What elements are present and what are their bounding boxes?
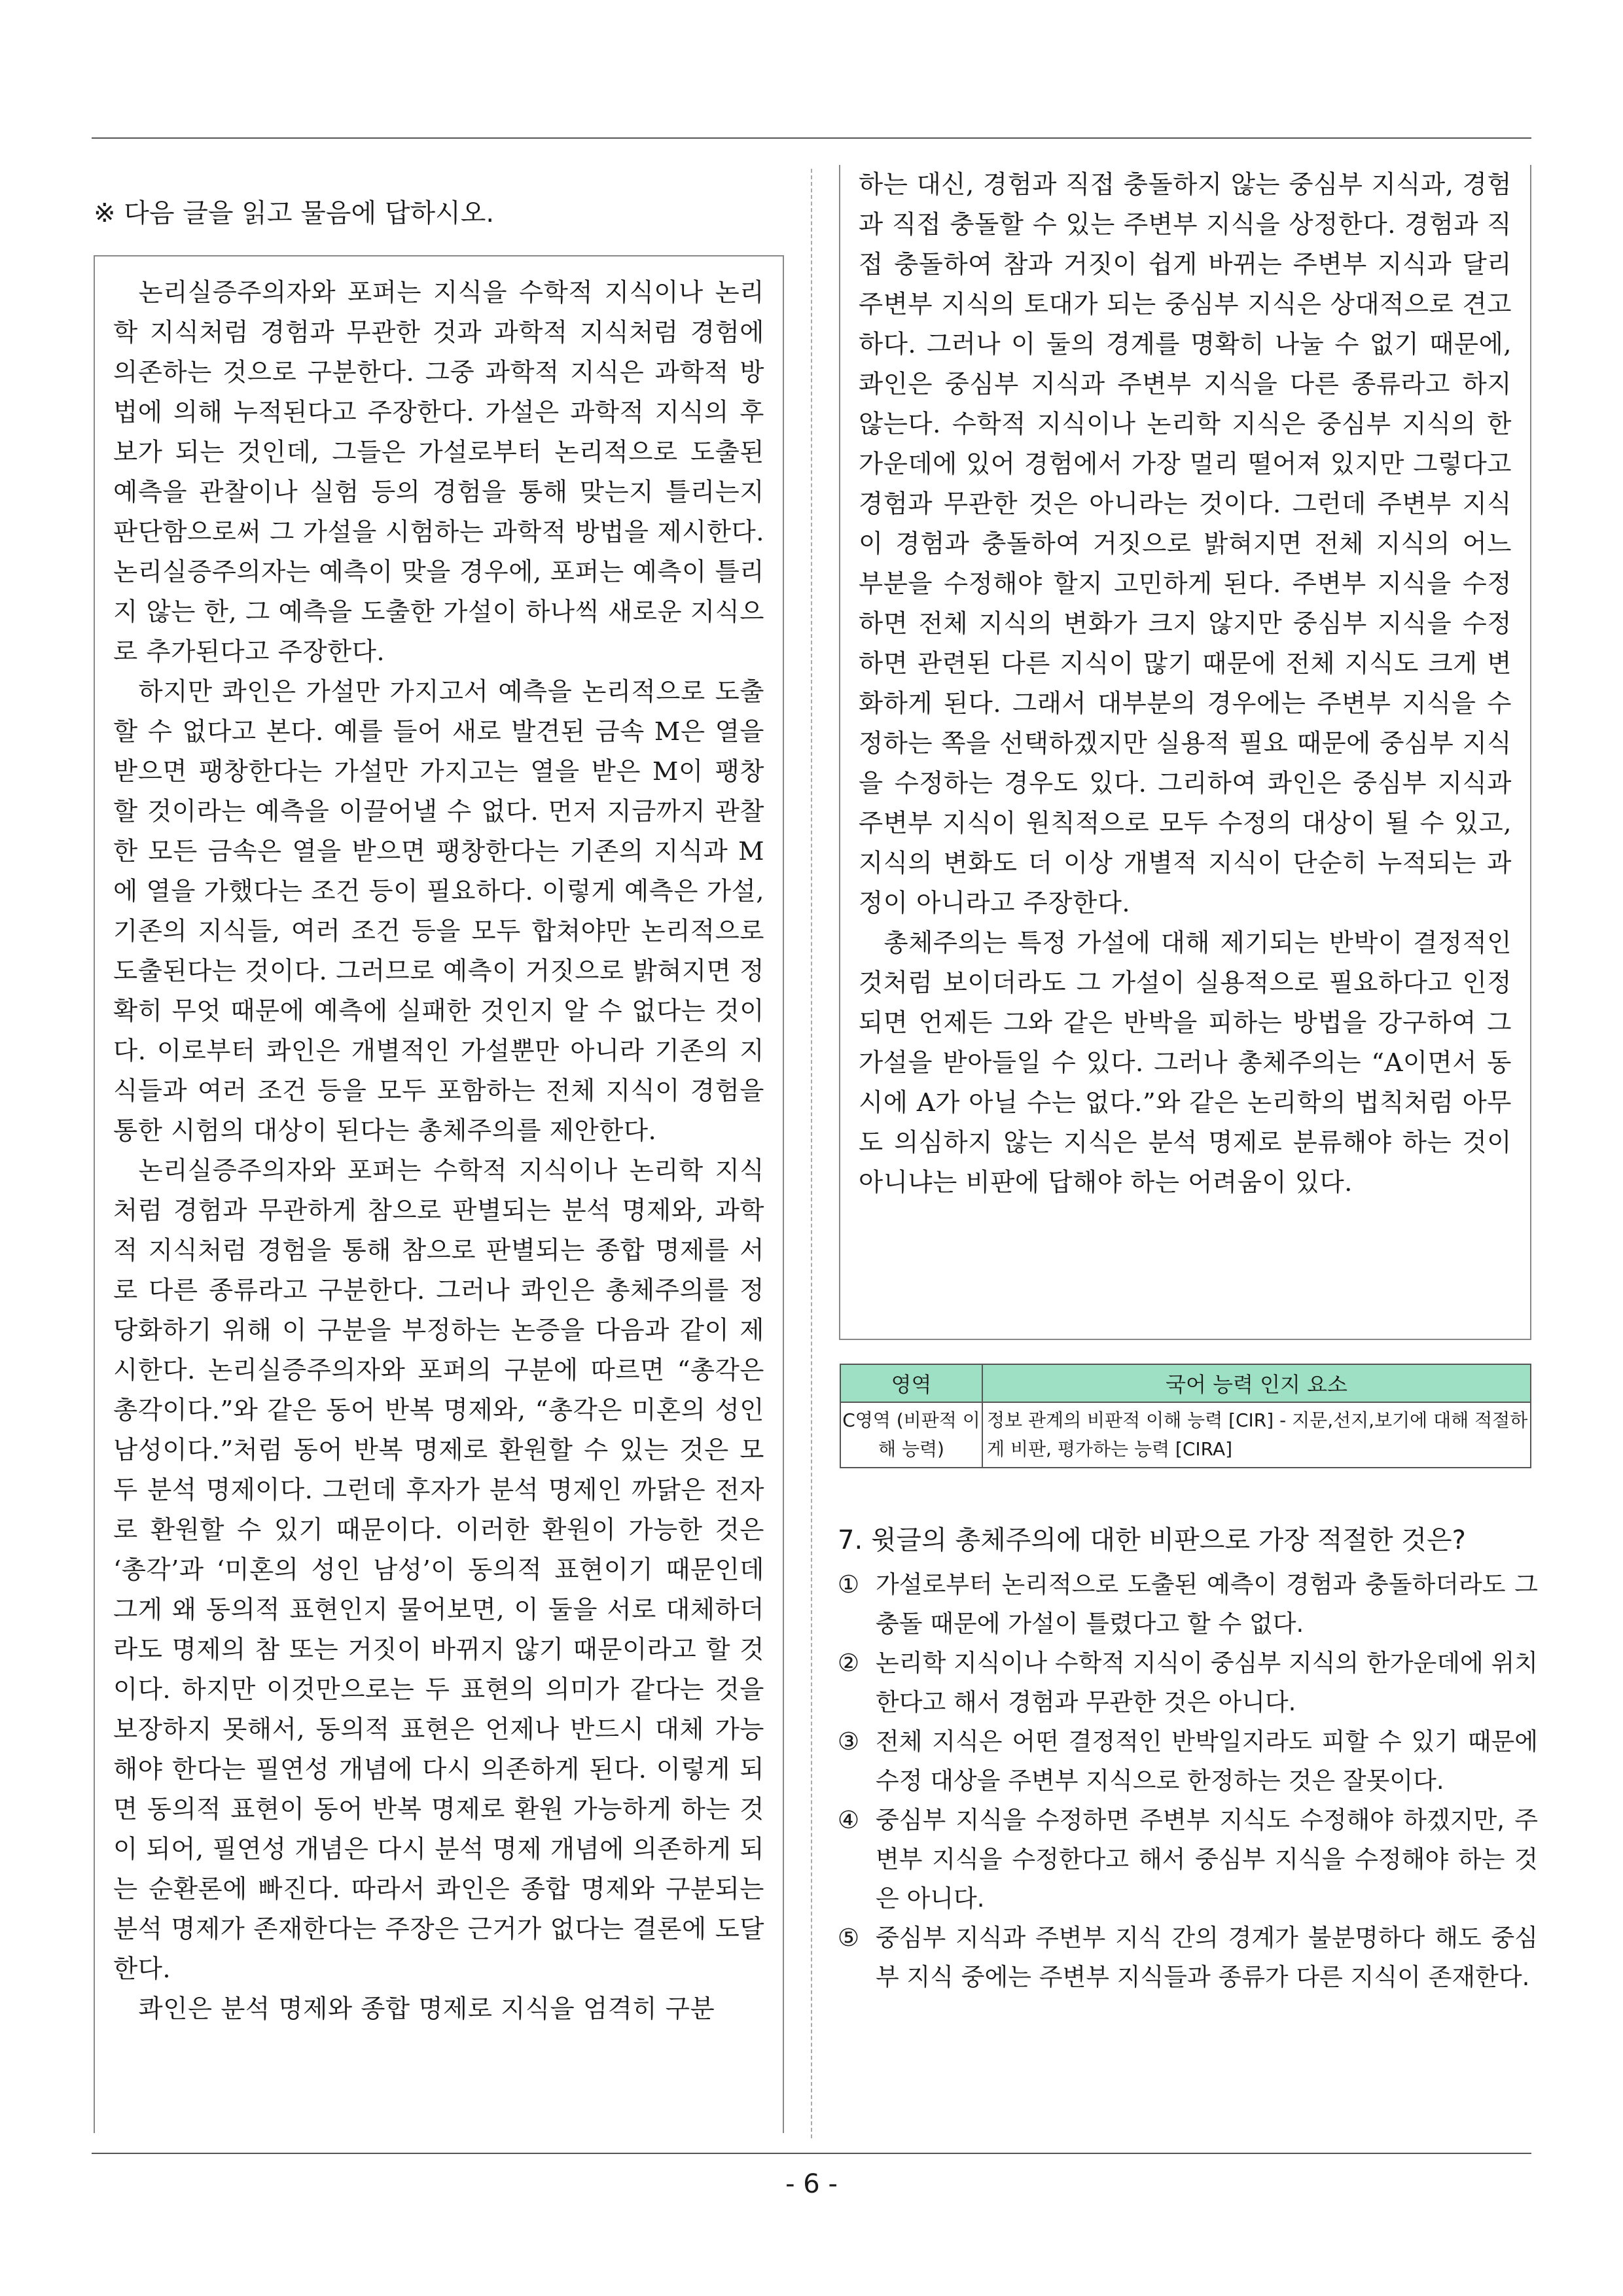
option-number: ⑤ [838,1924,860,1952]
passage-paragraph: 하지만 콰인은 가설만 가지고서 예측을 논리적으로 도출할 수 없다고 본다. 예를 들어 새로 발견된 금속 M은 열을 받으면 팽창한다는 가설만 가지고는 열을 받은 M이 팽창할 것이라는 예측을 이끌어낼 수 없다. 먼저 지금까지 관찰한 모든 금속은 열을 받으면 팽창한다는 기존의 지식과 M에 열을 가했다는 조건 등이 필요하다. 이렇게 예측은 가설, 기존의 지식들, 여러 조건 등을 모두 합쳐야만 논리적으로 도출된다는 것이다. 그러므로 예측이 거짓으로 밝혀지면 정확히 무엇 때문에 예측에 실패한 것인지 알 수 없다는 것이다. 이로부터 콰인은 개별적인 가설뿐만 아니라 기존의 지식들과 여러 조건 등을 모두 포함하는 전체 지식이 경험을 통한 시험의 대상이 된다는 총체주의를 제안한다. [113,677,764,1146]
passage-paragraph: 논리실증주의자와 포퍼는 수학적 지식이나 논리학 지식처럼 경험과 무관하게 참으로 판별되는 분석 명제와, 과학적 지식처럼 경험을 통해 참으로 판별되는 종합 명제를 서로 다른 종류라고 구분한다. 그러나 콰인은 총체주의를 정당화하기 위해 이 구분을 부정하는 논증을 다음과 같이 제시한다. 논리실증주의자와 포퍼의 구분에 따르면 “총각은 총각이다.”와 같은 동어 반복 명제와, “총각은 미혼의 성인 남성이다.”처럼 동어 반복 명제로 환원할 수 있는 것은 모두 분석 명제이다. 그런데 후자가 분석 명제인 까닭은 전자로 환원할 수 있기 때문이다. 이러한 환원이 가능한 것은 ‘총각’과 ‘미혼의 성인 남성’이 동의적 표현이기 때문인데 그게 왜 동의적 표현인지 물어보면, 이 둘을 서로 대체하더라도 명제의 참 또는 거짓이 바뀌지 않기 때문이라고 할 것이다. 하지만 이것만으로는 두 표현의 의미가 같다는 것을 보장하지 못해서, 동의적 표현은 언제나 반드시 대체 가능해야 한다는 필연성 개념에 다시 의존하게 된다. 이렇게 되면 동의적 표현이 동어 반복 명제로 환원 가능하게 하는 것이 되어, 필연성 개념은 다시 분석 명제 개념에 의존하게 되는 순환론에 빠진다. 따라서 콰인은 종합 명제와 구분되는 분석 명제가 존재한다는 주장은 근거가 없다는 결론에 도달한다. [113,1156,764,1984]
bottom-rule [92,2153,1531,2154]
table-cell-area: C영역 (비판적 이해 능력) [840,1402,982,1468]
table-header-element: 국어 능력 인지 요소 [982,1364,1531,1402]
top-rule [92,137,1531,139]
column-divider [811,169,812,2138]
option-text: 논리학 지식이나 수학적 지식이 중심부 지식의 한가운데에 위치한다고 해서 경험과 무관한 것은 아니다. [876,1649,1538,1716]
option-text: 가설로부터 논리적으로 도출된 예측이 경험과 충돌하더라도 그 충돌 때문에 가설이 틀렸다고 할 수 없다. [876,1570,1538,1638]
option-number: ④ [838,1806,860,1834]
option-text: 중심부 지식을 수정하면 주변부 지식도 수정해야 하겠지만, 주변부 지식을 수정한다고 해서 중심부 지식을 수정해야 하는 것은 아니다. [876,1806,1538,1913]
option-number: ① [838,1570,860,1598]
instruction-text: ※ 다음 글을 읽고 물음에 답하시오. [94,198,495,228]
question-block [838,1521,1538,1997]
option-number: ③ [838,1727,860,1756]
question-stem: 7. 윗글의 총체주의에 대한 비판으로 가장 적절한 것은? [838,1525,1466,1555]
table-header-area: 영역 [840,1364,982,1402]
answer-option[interactable] [838,1644,1538,1722]
answer-option[interactable] [838,1918,1538,1997]
passage-paragraph: 총체주의는 특정 가설에 대해 제기되는 반박이 결정적인 것처럼 보이더라도 그 가설이 실용적으로 필요하다고 인정되면 언제든 그와 같은 반박을 피하는 방법을 강구하여 그 가설을 받아들일 수 있다. 그러나 총체주의는 “A이면서 동시에 A가 아닐 수는 없다.”와 같은 논리학의 법칙처럼 아무도 의심하지 않는 지식은 분석 명제로 분류해야 하는 것이 아니냐는 비판에 답해야 하는 어려움이 있다. [859,928,1512,1197]
passage-paragraph: 콰인은 분석 명제와 종합 명제로 지식을 엄격히 구분 [138,1994,715,2024]
option-number: ② [838,1649,860,1677]
passage-paragraph: 논리실증주의자와 포퍼는 지식을 수학적 지식이나 논리학 지식처럼 경험과 무관한 것과 과학적 지식처럼 경험에 의존하는 것으로 구분한다. 그중 과학적 지식은 과학적 방법에 의해 누적된다고 주장한다. 가설은 과학적 지식의 후보가 되는 것인데, 그들은 가설로부터 논리적으로 도출된 예측을 관찰이나 실험 등의 경험을 통해 맞는지 틀리는지 판단함으로써 그 가설을 시험하는 과학적 방법을 제시한다. 논리실증주의자는 예측이 맞을 경우에, 포퍼는 예측이 틀리지 않는 한, 그 예측을 도출한 가설이 하나씩 새로운 지식으로 추가된다고 주장한다. [113,278,764,667]
cognitive-element-table [840,1364,1531,1468]
answer-option[interactable] [838,1801,1538,1918]
answer-option[interactable] [838,1565,1538,1644]
table-cell-description: 정보 관계의 비판적 이해 능력 [CIR] - 지문,선지,보기에 대해 적절하게 비판, 평가하는 능력 [CIRA] [982,1402,1531,1468]
passage-box-left [94,255,784,2133]
passage-box-right [839,165,1531,1340]
option-text: 중심부 지식과 주변부 지식 간의 경계가 불분명하다 해도 중심부 지식 중에는 주변부 지식들과 종류가 다른 지식이 존재한다. [876,1924,1538,1991]
option-text: 전체 지식은 어떤 결정적인 반박일지라도 피할 수 있기 때문에 수정 대상을 주변부 지식으로 한정하는 것은 잘못이다. [876,1727,1538,1795]
passage-paragraph: 하는 대신, 경험과 직접 충돌하지 않는 중심부 지식과, 경험과 직접 충돌할 수 있는 주변부 지식을 상정한다. 경험과 직접 충돌하여 참과 거짓이 쉽게 바뀌는 주변부 지식과 달리 주변부 지식의 토대가 되는 중심부 지식은 상대적으로 견고하다. 그러나 이 둘의 경계를 명확히 나눌 수 없기 때문에, 콰인은 중심부 지식과 주변부 지식을 다른 종류라고 하지 않는다. 수학적 지식이나 논리학 지식은 중심부 지식의 한가운데에 있어 경험에서 가장 멀리 떨어져 있지만 그렇다고 경험과 무관한 것은 아니라는 것이다. 그런데 주변부 지식이 경험과 충돌하여 거짓으로 밝혀지면 전체 지식의 어느 부분을 수정해야 할지 고민하게 된다. 주변부 지식을 수정하면 전체 지식의 변화가 크지 않지만 중심부 지식을 수정하면 관련된 다른 지식이 많기 때문에 전체 지식도 크게 변화하게 된다. 그래서 대부분의 경우에는 주변부 지식을 수정하는 쪽을 선택하겠지만 실용적 필요 때문에 중심부 지식을 수정하는 경우도 있다. 그리하여 콰인은 중심부 지식과 주변부 지식이 원칙적으로 모두 수정의 대상이 될 수 있고, 지식의 변화도 더 이상 개별적 지식이 단순히 누적되는 과정이 아니라고 주장한다. [859,170,1512,918]
page-number: - 6 - [785,2169,838,2199]
answer-option[interactable] [838,1722,1538,1801]
